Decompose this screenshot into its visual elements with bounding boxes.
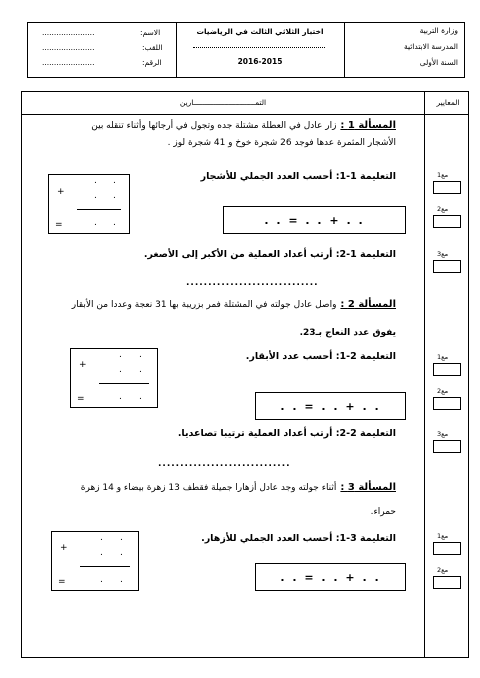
q1-task1: التعليمة 1-1: أحسب العدد الجملي للأشجار <box>200 171 396 182</box>
q3-line2: حمراء. <box>370 507 396 517</box>
blank-digit-dot: . <box>100 548 103 558</box>
equals-sign: = <box>58 577 66 587</box>
blank-digit-dot: . <box>120 575 123 585</box>
title-underline <box>193 47 325 48</box>
blank-digit-dot: . <box>139 392 142 402</box>
q3-vertical-calc[interactable] <box>51 531 139 591</box>
q1-criteria-2-box[interactable] <box>433 215 461 228</box>
exam-year: 2016-2015 <box>237 57 283 66</box>
q1-line1: زار عادل في العطلة مشتلة جده وتجول في أرجائها وأثناء تنقله بين <box>91 121 337 131</box>
exam-title: اختبار الثلاثي الثالث في الرياضيات <box>196 27 324 36</box>
blank-digit-dot: . <box>120 548 123 558</box>
blank-digit-dot: . <box>119 350 122 360</box>
q2-line1: واصل عادل جولته في المشتلة فمر بزريبة بها 31 نعجة وعددا من الأبقار <box>71 300 337 310</box>
q1-line2: الأشجار المثمرة عدها فوجد 26 شجرة خوخ و 41 شجرة لوز . <box>167 138 396 148</box>
blank-digit-dot: . <box>100 575 103 585</box>
q3-title: المسألة 3 : <box>340 482 396 493</box>
q2-separator: .............................. <box>158 459 291 469</box>
q1-criteria-1-box[interactable] <box>433 181 461 194</box>
q3-criteria-1-box[interactable] <box>433 542 461 555</box>
number-field[interactable]: ...................... <box>42 58 95 67</box>
q1-equation: . . = . . + . . <box>264 213 365 227</box>
blank-digit-dot: . <box>113 191 116 201</box>
surname-label: اللقب: <box>142 43 163 52</box>
q2-criteria-3-box[interactable] <box>433 440 461 453</box>
ministry-label: وزارة التربية <box>419 26 458 35</box>
q1-equation-box[interactable] <box>223 206 406 234</box>
q1-task2: التعليمة 1-2: أرتب أعداد العملية من الأكبر إلى الأصغر. <box>143 249 396 260</box>
blank-digit-dot: . <box>113 218 116 228</box>
q2-equation-box[interactable] <box>255 392 406 420</box>
q1-title: المسألة 1 : <box>340 120 396 131</box>
equals-sign: = <box>77 394 85 404</box>
q2-task1: التعليمة 2-1: أحسب عدد الأبقار. <box>245 351 396 362</box>
q2-first-line <box>72 299 396 310</box>
q1-criteria-3-label: مع3 <box>437 250 449 258</box>
name-label: الاسم: <box>140 28 161 37</box>
q2-task2: التعليمة 2-2: أرتب أعداد العملية ترتيبا تصاعديا. <box>177 428 396 439</box>
blank-digit-dot: . <box>120 533 123 543</box>
q1-vertical-calc[interactable] <box>48 174 130 234</box>
q1-separator: .............................. <box>186 278 319 288</box>
q1-criteria-2-label: مع2 <box>437 205 449 213</box>
q3-task1: التعليمة 3-1: أحسب العدد الجملي للأزهار. <box>201 533 396 544</box>
surname-field[interactable]: ...................... <box>42 43 95 52</box>
q2-criteria-1-label: مع1 <box>437 353 449 361</box>
q3-criteria-2-label: مع2 <box>437 566 449 574</box>
blank-digit-dot: . <box>100 533 103 543</box>
q2-criteria-2-label: مع2 <box>437 387 449 395</box>
q2-equation: . . = . . + . . <box>280 399 381 413</box>
q3-equation: . . = . . + . . <box>280 570 381 584</box>
school-label: المدرسة الابتدائية <box>403 42 458 51</box>
plus-sign: + <box>57 187 65 197</box>
criteria-header: المعايير <box>436 98 460 107</box>
number-label: الرقم: <box>142 58 162 67</box>
q1-first-line <box>91 120 396 131</box>
q3-first-line <box>81 482 396 493</box>
q1-criteria-3-box[interactable] <box>433 260 461 273</box>
blank-digit-dot: . <box>94 218 97 228</box>
blank-digit-dot: . <box>119 392 122 402</box>
grade-label: السنة الأولى <box>419 58 458 67</box>
q2-vertical-calc[interactable] <box>70 348 158 408</box>
exercise-header: التمــــــــــــــــــــــــــــارين <box>179 98 267 107</box>
blank-digit-dot: . <box>119 365 122 375</box>
q2-criteria-2-box[interactable] <box>433 397 461 410</box>
q2-title: المسألة 2 : <box>340 299 396 310</box>
blank-digit-dot: . <box>113 176 116 186</box>
blank-digit-dot: . <box>94 191 97 201</box>
blank-digit-dot: . <box>139 350 142 360</box>
q2-criteria-3-label: مع3 <box>437 430 449 438</box>
blank-digit-dot: . <box>139 365 142 375</box>
q2-criteria-1-box[interactable] <box>433 363 461 376</box>
blank-digit-dot: . <box>94 176 97 186</box>
exam-header <box>27 22 465 78</box>
plus-sign: + <box>60 543 68 553</box>
equals-sign: = <box>55 220 63 230</box>
name-field[interactable]: ...................... <box>42 28 95 37</box>
q3-criteria-1-label: مع1 <box>437 532 449 540</box>
plus-sign: + <box>79 360 87 370</box>
q1-criteria-1-label: مع1 <box>437 171 449 179</box>
q3-line1: أثناء جولته وجد عادل أزهارا جميلة فقطف 13 زهرة بيضاء و 14 زهرة <box>80 483 337 493</box>
q2-line2: يفوق عدد النعاج بـ23. <box>299 328 396 338</box>
q3-equation-box[interactable] <box>255 563 406 591</box>
q3-criteria-2-box[interactable] <box>433 576 461 589</box>
